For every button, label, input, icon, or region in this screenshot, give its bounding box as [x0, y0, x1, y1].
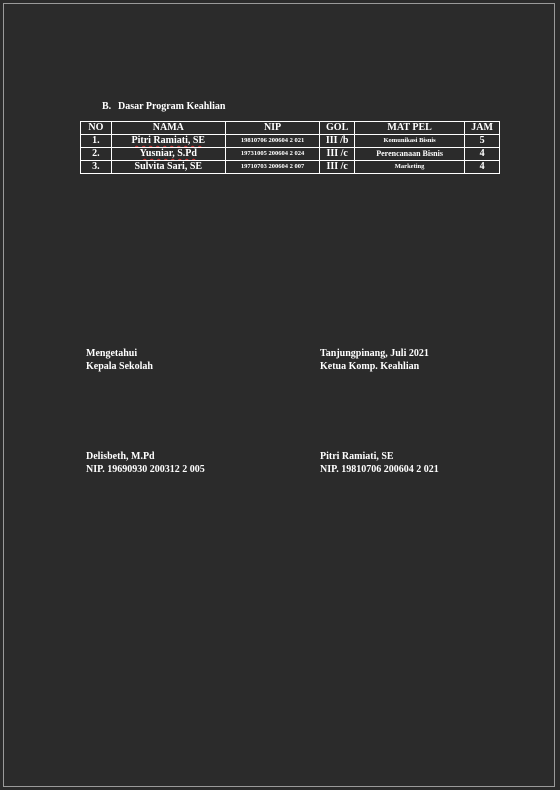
cell-nip: 19810706 200604 2 021 [225, 135, 319, 148]
section-letter: B. [102, 101, 112, 112]
principal-title: Kepala Sekolah [86, 361, 153, 372]
cell-mat-pel: Komunikasi Bisnis [355, 135, 465, 148]
section-title: Dasar Program Keahlian [118, 101, 226, 112]
signature-right-footer [320, 450, 439, 476]
cell-nip: 19710703 200604 2 007 [225, 161, 319, 174]
cell-no: 1. [81, 135, 112, 148]
cell-mat-pel: Perencanaan Bisnis [355, 148, 465, 161]
cell-no: 2. [81, 148, 112, 161]
header-no: NO [81, 122, 112, 135]
spellcheck-name: Pitri Ramiati, SE [131, 135, 206, 146]
acknowledged-label: Mengetahui [86, 348, 138, 359]
staff-table [80, 121, 500, 174]
header-nama: NAMA [111, 122, 225, 135]
document-page [3, 3, 555, 787]
header-gol: GOL [320, 122, 355, 135]
cell-mat-pel: Marketing [355, 161, 465, 174]
head-of-program-nip: NIP. 19810706 200604 2 021 [320, 464, 439, 475]
header-mat-pel: MAT PEL [355, 122, 465, 135]
header-jam: JAM [465, 122, 500, 135]
table-header-row [81, 122, 500, 135]
table-row [81, 148, 500, 161]
cell-gol: III /c [320, 161, 355, 174]
cell-nama: Sulvita Sari, SE [111, 161, 225, 174]
spellcheck-name: Yusniar, S.Pd [139, 148, 197, 159]
principal-name: Delisbeth, M.Pd [86, 451, 155, 462]
cell-nip: 19731005 200604 2 024 [225, 148, 319, 161]
place-date: Tanjungpinang, Juli 2021 [320, 348, 429, 359]
table-row [81, 135, 500, 148]
cell-jam: 4 [465, 161, 500, 174]
signature-left-header [86, 347, 153, 373]
cell-nama [111, 148, 225, 161]
cell-nama [111, 135, 225, 148]
header-nip: NIP [225, 122, 319, 135]
cell-no: 3. [81, 161, 112, 174]
principal-nip: NIP. 19690930 200312 2 005 [86, 464, 205, 475]
section-heading [102, 101, 225, 112]
table-row [81, 161, 500, 174]
signature-left-footer [86, 450, 205, 476]
head-of-program-name: Pitri Ramiati, SE [320, 451, 394, 462]
head-of-program-title: Ketua Komp. Keahlian [320, 361, 420, 372]
signature-right-header [320, 347, 429, 373]
cell-gol: III /b [320, 135, 355, 148]
cell-jam: 5 [465, 135, 500, 148]
cell-jam: 4 [465, 148, 500, 161]
cell-gol: III /c [320, 148, 355, 161]
